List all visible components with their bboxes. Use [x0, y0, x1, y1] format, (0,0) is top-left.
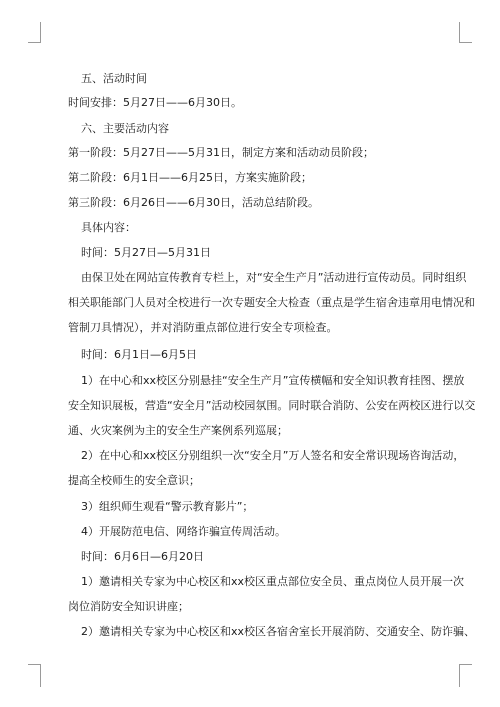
schedule-line: 时间安排：5月27日——6月30日。	[68, 96, 242, 109]
section-heading-main-content: 六、主要活动内容	[81, 122, 169, 135]
list-item-line: 3）组织师生观看“警示教育影片”；	[81, 500, 254, 513]
list-item-line: 2）在中心和xx校区分别组织一次“安全月”万人签名和安全常识现场咨询活动，	[81, 449, 465, 462]
paragraph-line: 相关职能部门人员对全校进行一次专题安全大检查（重点是学生宿舍违章用电情况和	[68, 296, 475, 309]
crop-mark-top-right	[459, 22, 472, 43]
stage-three-line: 第三阶段：6月26日——6月30日，活动总结阶段。	[68, 196, 319, 209]
list-item-line: 1）邀请相关专家为中心校区和xx校区重点部位安全员、重点岗位人员开展一次	[81, 575, 465, 588]
list-item-line: 1）在中心和xx校区分别悬挂“安全生产月”宣传横幅和安全知识教育挂图、摆放	[81, 374, 465, 387]
paragraph-line: 管制刀具情况），并对消防重点部位进行安全专项检查。	[68, 321, 338, 334]
period-three-time: 时间：6月6日—6月20日	[81, 550, 204, 563]
paragraph-line: 由保卫处在网站宣传教育专栏上，对“安全生产月”活动进行宣传动员。同时组织	[81, 271, 467, 284]
list-item-line: 岗位消防安全知识讲座；	[68, 600, 189, 613]
stage-two-line: 第二阶段：6月1日——6月25日，方案实施阶段；	[68, 171, 312, 184]
list-item-line: 通、火灾案例为主的安全生产案例系列巡展；	[68, 424, 288, 437]
crop-mark-bottom-right	[459, 664, 472, 687]
period-one-time: 时间：5月27日—5月31日	[81, 246, 211, 259]
crop-mark-bottom-left	[28, 664, 41, 687]
section-heading-activity-time: 五、活动时间	[81, 72, 147, 85]
crop-mark-top-left	[28, 22, 41, 43]
details-heading: 具体内容：	[81, 221, 136, 234]
period-two-time: 时间：6月1日—6月5日	[81, 348, 197, 361]
list-item-line: 提高全校师生的安全意识；	[68, 474, 200, 487]
list-item-line: 安全知识展板，营造“安全月”活动校园氛围。同时联合消防、公安在两校区进行以交	[68, 399, 476, 412]
list-item-line: 2）邀请相关专家为中心校区和xx校区各宿舍室长开展消防、交通安全、防诈骗、	[81, 625, 476, 638]
stage-one-line: 第一阶段：5月27日——5月31日，制定方案和活动动员阶段；	[68, 146, 374, 159]
list-item-line: 4）开展防范电信、网络诈骗宣传周活动。	[81, 525, 286, 538]
